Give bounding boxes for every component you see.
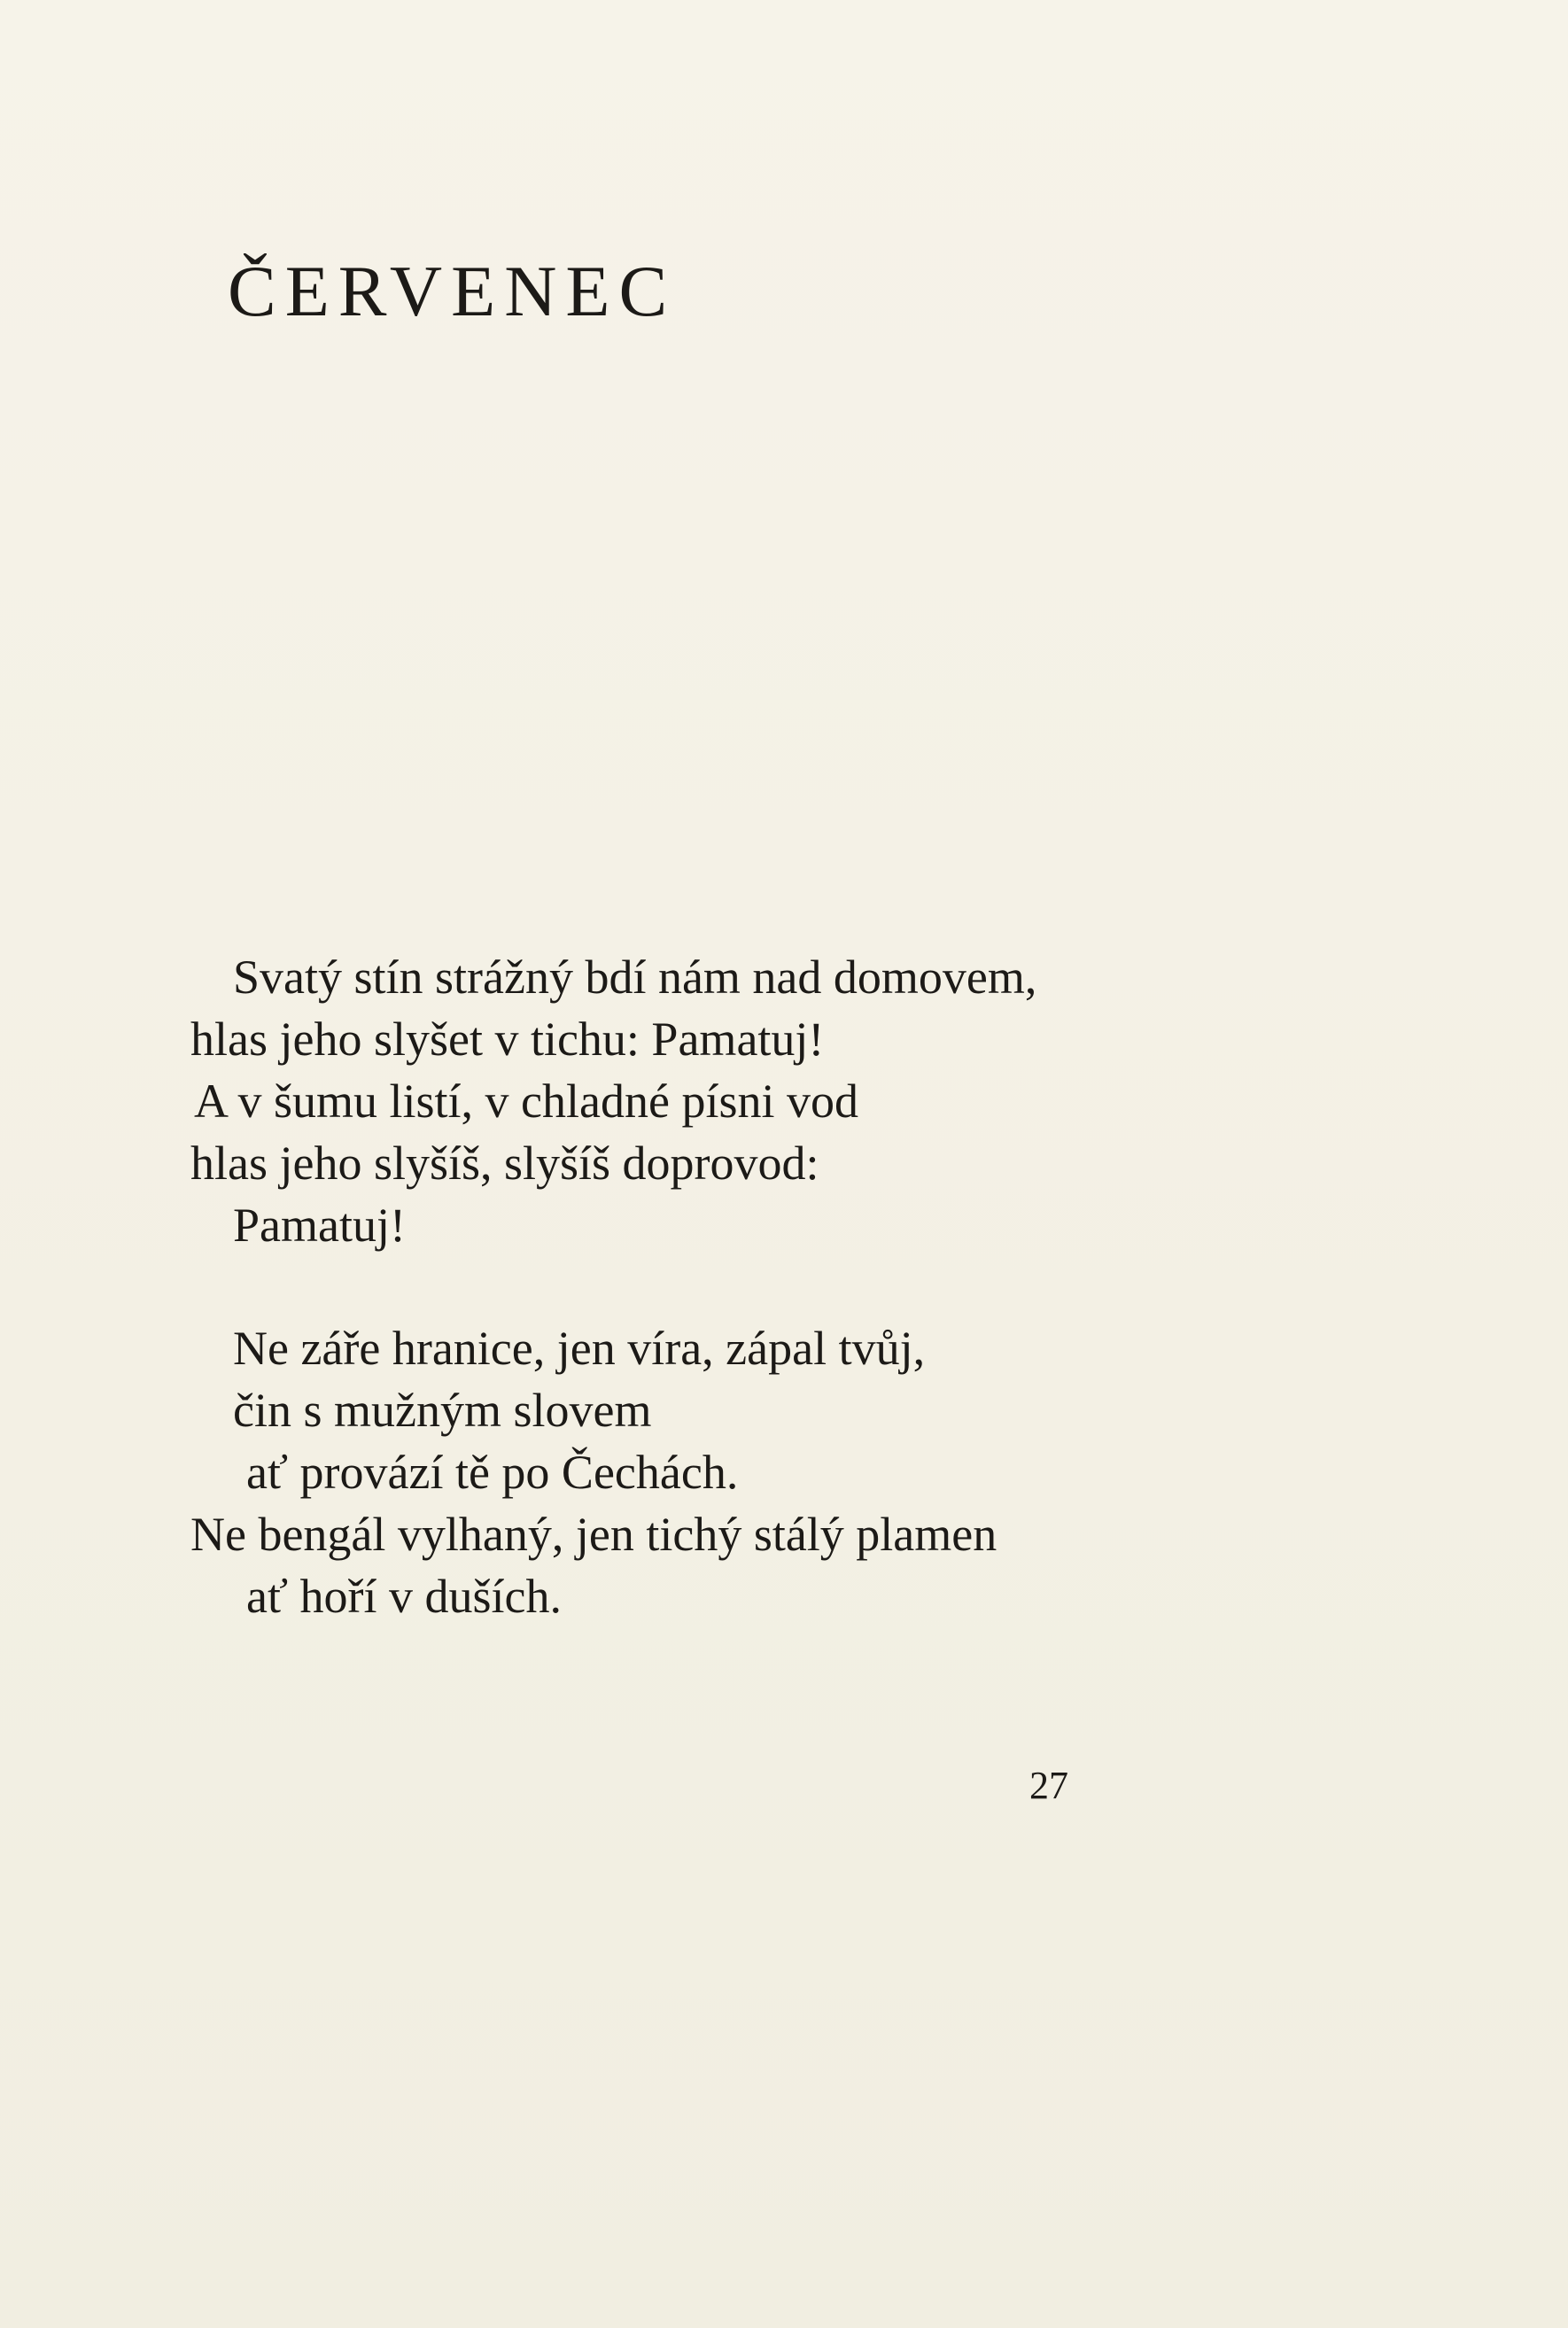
verse-line: Ne bengál vylhaný, jen tichý stálý plamen — [190, 1508, 997, 1561]
verse-line: Pamatuj! — [233, 1199, 406, 1252]
page-number: 27 — [1029, 1764, 1068, 1807]
verse-line: hlas jeho slyšíš, slyšíš doprovod: — [190, 1137, 819, 1190]
verse-line: ať hoří v duších. — [246, 1570, 563, 1623]
stanza-2 — [190, 1317, 997, 1627]
verse-line: Ne záře hranice, jen víra, zápal tvůj, — [233, 1322, 926, 1375]
verse-line: hlas jeho slyšet v tichu: Pamatuj! — [190, 1013, 825, 1066]
poem-title: ČERVENEC — [228, 251, 677, 331]
verse-line: ať provází tě po Čechách. — [246, 1446, 739, 1499]
verse-line: čin s mužným slovem — [233, 1384, 652, 1437]
verse-line: A v šumu listí, v chladné písni vod — [194, 1075, 858, 1128]
verse-line: Svatý stín strážný bdí nám nad domovem, — [233, 951, 1037, 1004]
stanza-1 — [190, 946, 1036, 1256]
